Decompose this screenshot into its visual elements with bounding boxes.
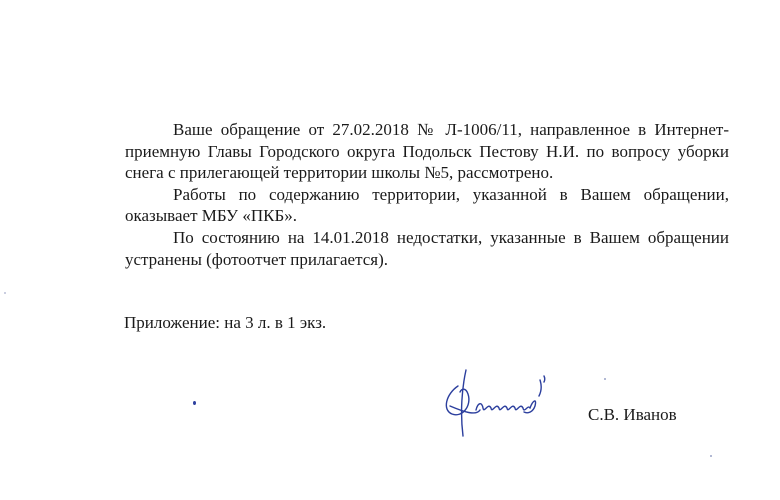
attachment-note: Приложение: на 3 л. в 1 экз. xyxy=(124,313,327,332)
scan-speck xyxy=(710,455,712,457)
paragraph-status: По состоянию на 14.01.2018 недостатки, указанные в Вашем обращении устранены (фотоотчет прилагается). xyxy=(125,227,729,269)
letter-body xyxy=(125,119,729,270)
paragraph-request: Ваше обращение от 27.02.2018 № Л-1006/11, направленное в Интернет-приемную Главы Городского округа Подольск Пестову Н.И. по вопросу уборки снега с прилегающей территории школы №5, рассмотрено. xyxy=(125,120,729,183)
handwritten-signature xyxy=(436,366,556,446)
signer-name: С.В. Иванов xyxy=(588,405,677,424)
scan-speck xyxy=(4,292,6,294)
paragraph-contractor: Работы по содержанию территории, указанной в Вашем обращении, оказывает МБУ «ПКБ». xyxy=(125,184,729,226)
scan-speck xyxy=(193,401,196,405)
scan-speck xyxy=(604,378,606,380)
